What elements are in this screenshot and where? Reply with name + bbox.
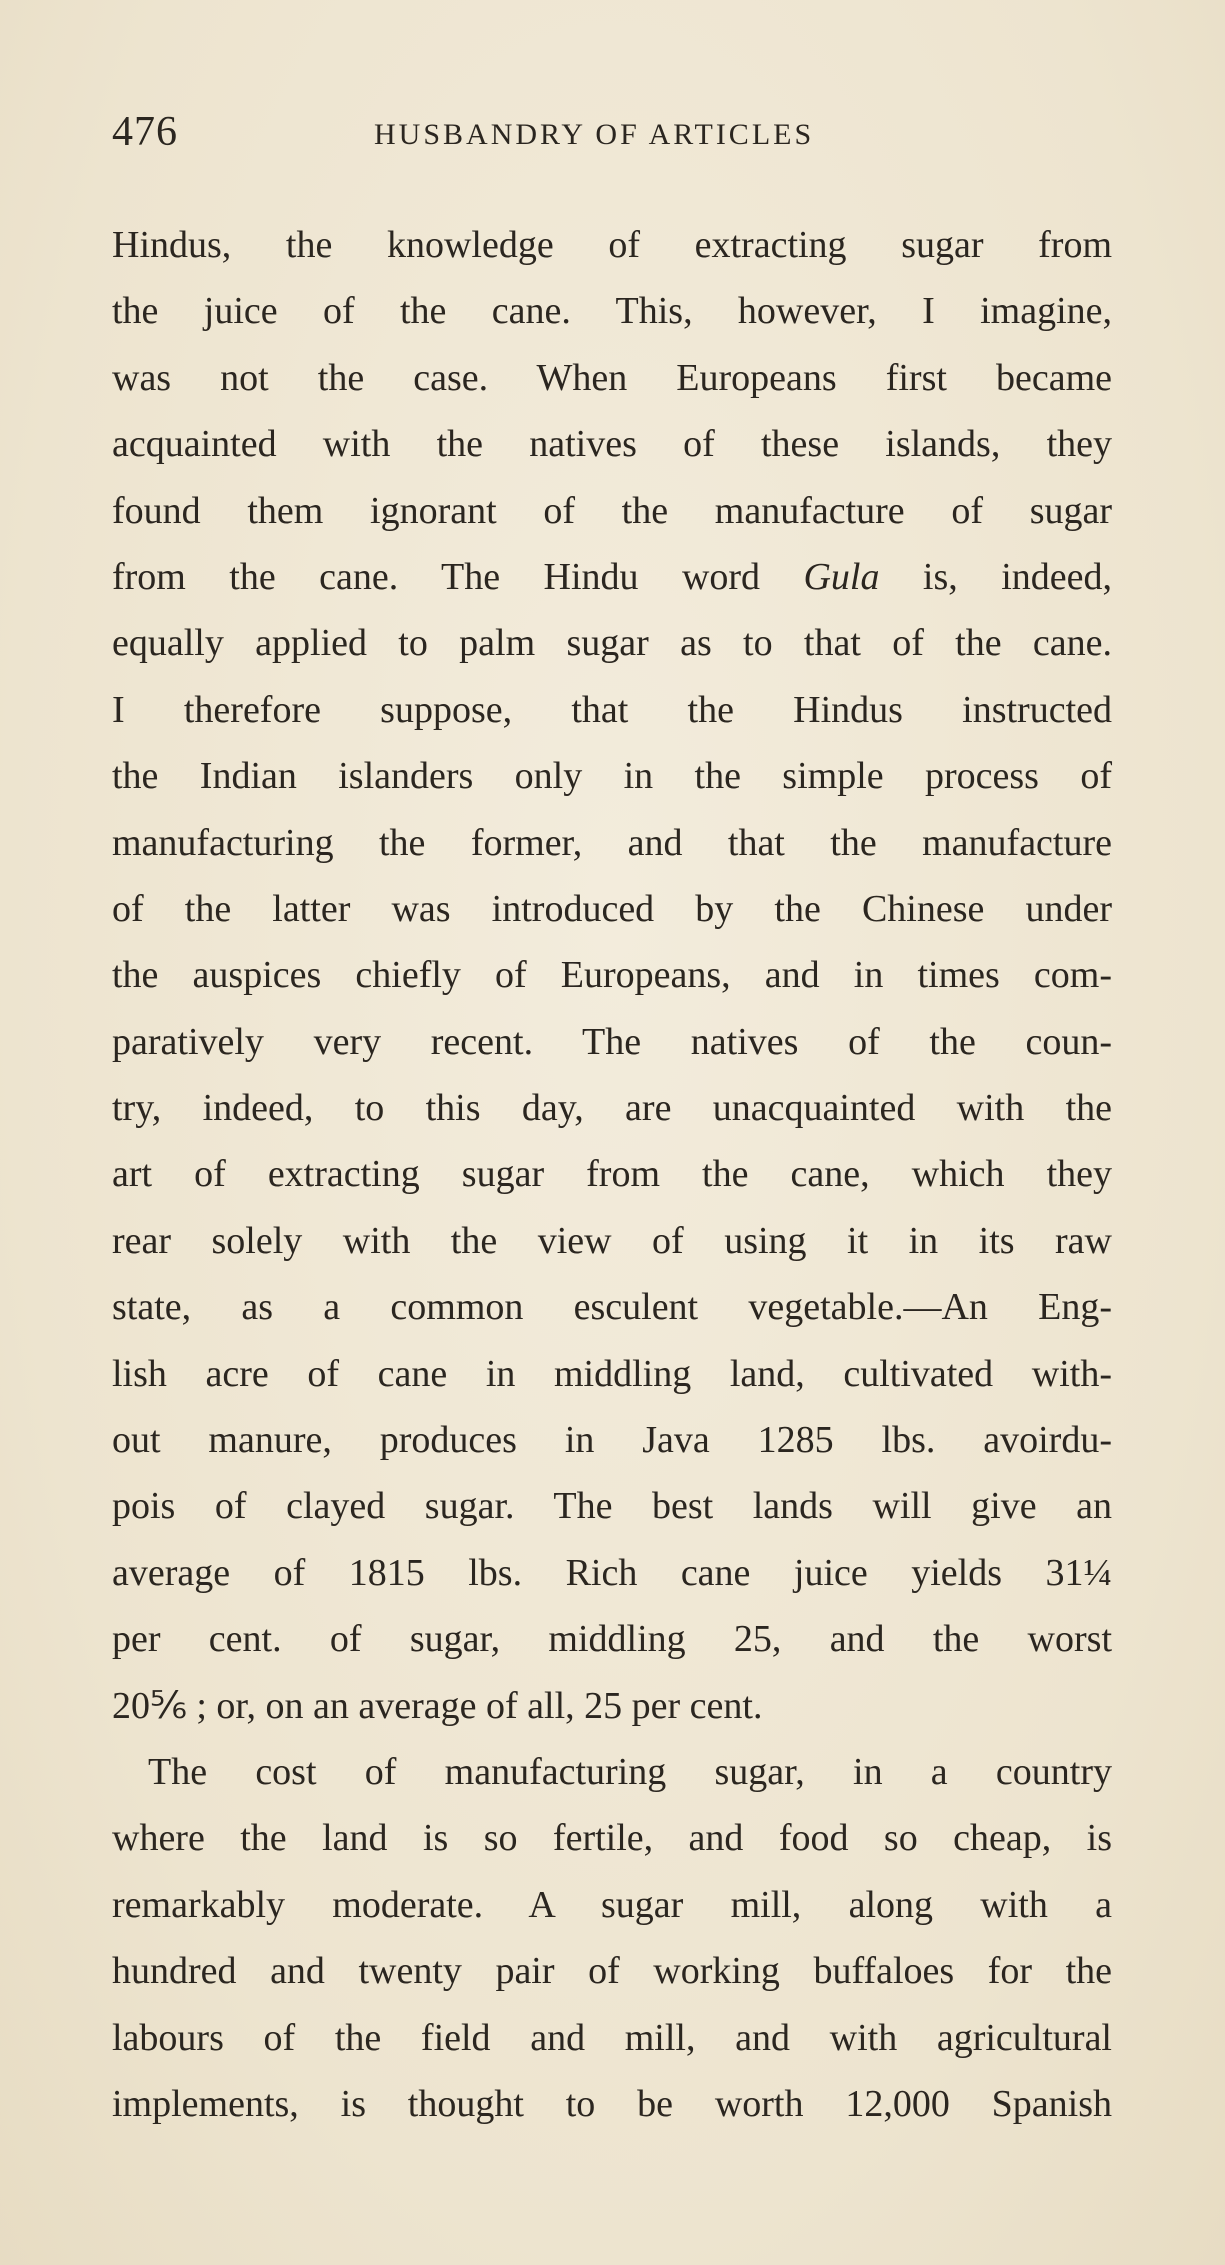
text-line: The cost of manufacturing sugar, in a country — [148, 1750, 1112, 1793]
text-line: equally applied to palm sugar as to that of the cane. — [112, 622, 1112, 665]
text-line: where the land is so fertile, and food so cheap, is — [112, 1817, 1112, 1860]
page-header — [112, 108, 1112, 158]
text-line: acquainted with the natives of these islands, they — [112, 423, 1112, 466]
text-line: out manure, produces in Java 1285 lbs. avoirdu- — [112, 1419, 1112, 1462]
text-line: hundred and twenty pair of working buffaloes for the — [112, 1950, 1112, 1993]
body-text — [112, 212, 1112, 2137]
text-line: the auspices chiefly of Europeans, and in times com- — [112, 954, 1112, 997]
text-line: average of 1815 lbs. Rich cane juice yields 31¼ — [112, 1551, 1112, 1594]
text-line: found them ignorant of the manufacture of sugar — [112, 489, 1112, 532]
text-line: state, as a common esculent vegetable.—An Eng- — [112, 1286, 1112, 1329]
text-line: Hindus, the knowledge of extracting sugar from — [112, 224, 1112, 266]
text-line: pois of clayed sugar. The best lands will give an — [112, 1485, 1112, 1528]
text-line: the juice of the cane. This, however, I imagine, — [112, 290, 1112, 333]
text-line: labours of the field and mill, and with agricultural — [112, 2016, 1112, 2059]
text-line: art of extracting sugar from the cane, which they — [112, 1153, 1112, 1196]
text-line: paratively very recent. The natives of the coun- — [112, 1020, 1112, 1063]
text-line: was not the case. When Europeans first became — [112, 356, 1112, 399]
text-line: 20⅚ ; or, on an average of all, 25 per cent. — [112, 1684, 763, 1727]
text-line: from the cane. The Hindu word Gula is, indeed, — [112, 555, 1112, 598]
text-line: of the latter was introduced by the Chinese under — [112, 887, 1112, 930]
text-line: remarkably moderate. A sugar mill, along with a — [112, 1883, 1112, 1926]
page-number: 476 — [112, 109, 178, 155]
text-line: lish acre of cane in middling land, cultivated with- — [112, 1352, 1112, 1395]
text-line: the Indian islanders only in the simple process of — [112, 755, 1112, 798]
text-line: rear solely with the view of using it in its raw — [112, 1219, 1112, 1262]
text-line: implements, is thought to be worth 12,000 Spanish — [112, 2082, 1112, 2125]
text-line: try, indeed, to this day, are unacquainted with the — [112, 1087, 1112, 1130]
text-line: per cent. of sugar, middling 25, and the worst — [112, 1618, 1112, 1661]
text-line: I therefore suppose, that the Hindus instructed — [112, 688, 1112, 731]
running-head: HUSBANDRY OF ARTICLES — [374, 118, 815, 151]
text-line: manufacturing the former, and that the manufacture — [112, 821, 1112, 864]
